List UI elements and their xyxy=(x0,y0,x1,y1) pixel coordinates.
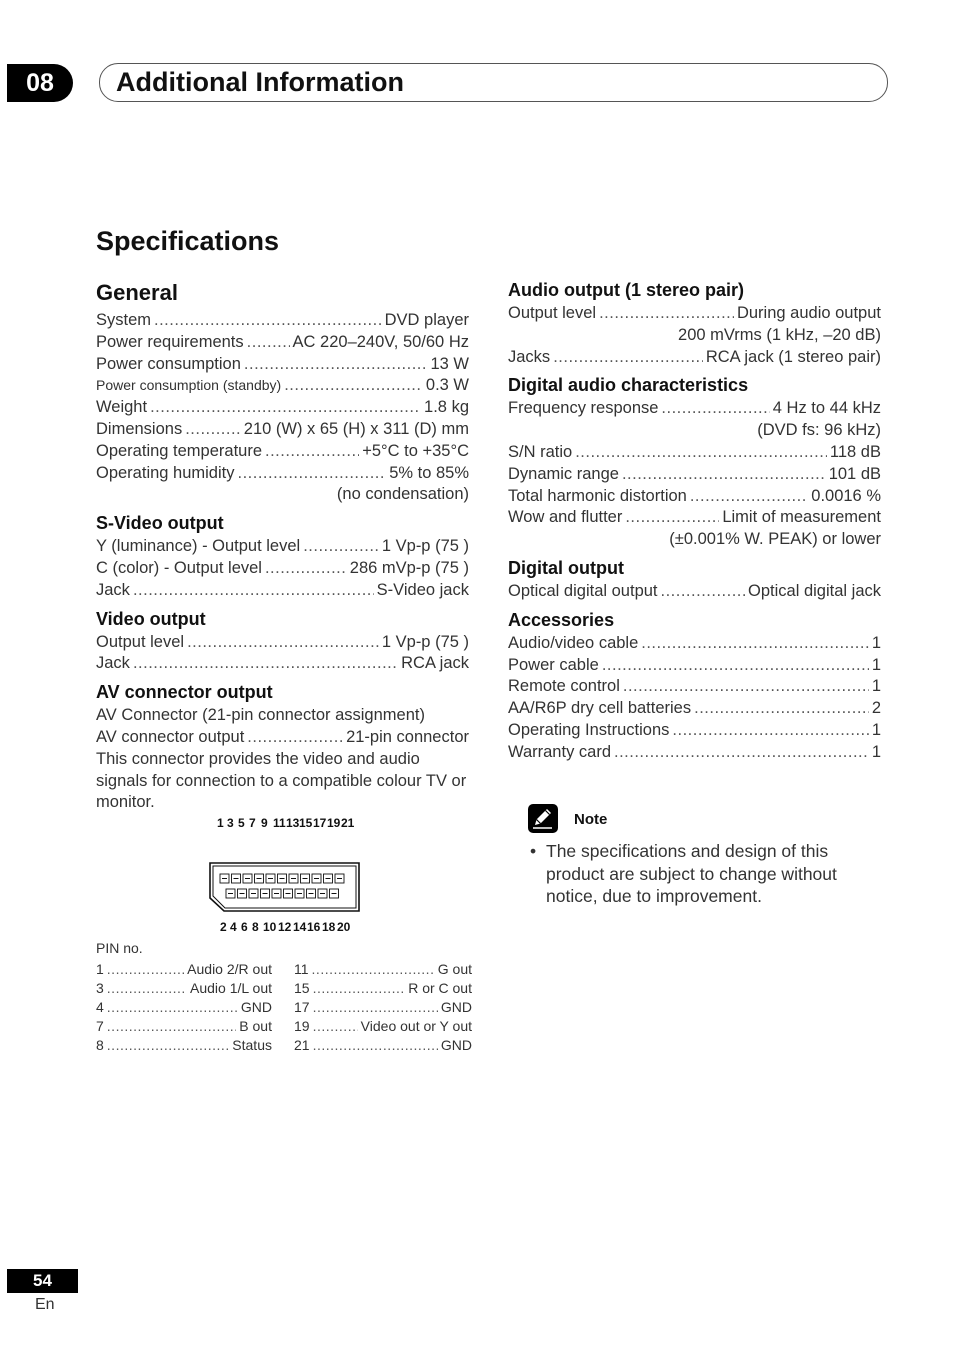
accessory-label: Operating Instructions xyxy=(508,720,670,739)
pin-signal: Status xyxy=(232,1036,272,1053)
pin-number: 17 xyxy=(294,998,310,1015)
spec-label: System xyxy=(96,311,152,329)
general-spec-list xyxy=(96,310,469,506)
accessory-label: Remote control xyxy=(508,677,620,696)
pin-number-top: 7 xyxy=(249,816,256,831)
av-connector-assignment: AV Connector (21-pin connector assignment) xyxy=(96,706,425,725)
pin-number-bottom: 20 xyxy=(337,920,351,935)
pin-number-top: 9 xyxy=(261,816,268,831)
spec-value: AC 220–240V, 50/60 Hz xyxy=(292,332,469,351)
spec-value: Limit of measurement xyxy=(722,508,881,527)
spec-label: Jacks xyxy=(508,347,551,366)
spec-label: Total harmonic distortion xyxy=(508,486,687,505)
note-text: The specifications and design of this product are subject to change without notice, due to improvement. xyxy=(546,841,837,906)
spec-continuation: 200 mVrms (1 kHz, –20 dB) xyxy=(678,325,881,344)
pin-number-top: 11 xyxy=(273,816,286,831)
pin-number-top: 17 xyxy=(313,816,327,831)
accessory-count: 1 xyxy=(871,720,881,739)
spec-continuation: (no condensation) xyxy=(336,485,469,504)
spec-label: C (color) - Output level xyxy=(96,558,262,577)
pin-number: 4 xyxy=(96,998,104,1015)
spec-value: 21-pin connector xyxy=(346,727,469,746)
spec-row xyxy=(96,354,469,376)
pin-number-bottom: 8 xyxy=(252,920,259,935)
accessory-count: 1 xyxy=(871,742,881,761)
video-heading: Video output xyxy=(96,608,206,629)
pin-number-bottom: 2 xyxy=(220,920,227,935)
svideo-heading: S-Video output xyxy=(96,513,224,534)
spec-value: 118 dB xyxy=(829,442,881,461)
page-title: Specifications xyxy=(96,226,280,256)
pin-signal: GND xyxy=(440,998,472,1015)
right-column xyxy=(508,279,881,764)
spec-label: Weight xyxy=(96,398,148,417)
spec-label: Power requirements xyxy=(96,332,244,351)
spec-row xyxy=(96,332,469,354)
pin-number-top: 19 xyxy=(327,816,341,831)
pin-signal: G out xyxy=(437,960,472,977)
pin-number-bottom: 10 xyxy=(263,920,277,935)
accessory-row xyxy=(508,633,881,655)
spec-value: During audio output xyxy=(736,304,881,322)
av-connector-heading: AV connector output xyxy=(96,682,273,703)
spec-label: Dynamic range xyxy=(508,464,619,483)
spec-label: Y (luminance) - Output level xyxy=(96,537,301,556)
page-number: 54 xyxy=(7,1269,78,1293)
spec-label: Jack xyxy=(96,654,130,673)
pin-signal: B out xyxy=(239,1017,272,1034)
accessory-label: Audio/video cable xyxy=(508,633,639,652)
spec-row xyxy=(508,486,881,508)
spec-value: RCA jack (1 stereo pair) xyxy=(705,347,881,366)
spec-row xyxy=(508,464,881,486)
spec-label: Power consumption xyxy=(96,354,241,373)
pin-row xyxy=(294,1036,472,1055)
pin-row xyxy=(294,960,472,979)
spec-row xyxy=(96,310,469,332)
left-column xyxy=(96,279,472,1055)
general-heading: General xyxy=(96,280,178,305)
pin-number-bottom: 14 xyxy=(293,920,307,935)
accessory-row xyxy=(508,698,881,720)
chapter-number: 08 xyxy=(7,64,73,102)
pin-signal: GND xyxy=(440,1036,472,1053)
pin-number-top: 21 xyxy=(341,816,355,831)
pin-number: 1 xyxy=(96,960,104,977)
spec-label: Operating humidity xyxy=(96,463,235,482)
spec-value: 210 (W) x 65 (H) x 311 (D) mm xyxy=(243,419,469,438)
accessory-count: 1 xyxy=(871,655,881,674)
pin-number-top: 3 xyxy=(227,816,234,831)
pin-number: 21 xyxy=(294,1036,310,1053)
spec-row xyxy=(508,347,881,369)
spec-value: RCA jack xyxy=(401,654,469,673)
spec-row xyxy=(508,507,881,529)
av-connector-description: This connector provides the video and audio signals for connection to a compatible colour TV or monitor. xyxy=(96,749,467,812)
accessory-row xyxy=(508,676,881,698)
pin-row xyxy=(294,998,472,1017)
accessory-count: 1 xyxy=(871,677,881,696)
pencil-note-icon xyxy=(528,804,558,833)
accessory-label: Warranty card xyxy=(508,742,611,761)
spec-row xyxy=(508,442,881,464)
spec-value: DVD player xyxy=(384,311,469,329)
pin-row xyxy=(96,998,272,1017)
pin-signal: Audio 2/R out xyxy=(187,960,272,977)
pin-number-bottom: 12 xyxy=(278,920,292,935)
spec-label: Power consumption (standby) xyxy=(96,377,282,394)
pin-row xyxy=(96,1017,272,1036)
pin-number: 15 xyxy=(294,979,310,996)
pin-number-top: 5 xyxy=(238,816,245,831)
accessory-row xyxy=(508,655,881,677)
spec-value: 1.8 kg xyxy=(424,398,469,417)
accessory-count: 1 xyxy=(871,633,881,652)
spec-label: Wow and flutter xyxy=(508,508,623,527)
spec-row xyxy=(96,375,469,397)
pin-number-bottom: 4 xyxy=(230,920,237,935)
accessory-row xyxy=(508,742,881,764)
spec-label: Dimensions xyxy=(96,419,183,438)
pin-row xyxy=(96,960,272,979)
spec-row xyxy=(508,398,881,420)
pin-number: 3 xyxy=(96,979,104,996)
spec-value: 1 Vp-p (75 ) xyxy=(381,537,469,556)
audio-output-heading: Audio output (1 stereo pair) xyxy=(508,280,744,300)
spec-row xyxy=(96,536,469,558)
pin-signal: Audio 1/L out xyxy=(190,979,272,996)
spec-row xyxy=(96,419,469,441)
digital-audio-heading: Digital audio characteristics xyxy=(508,375,749,396)
pin-row xyxy=(294,1017,472,1036)
spec-row xyxy=(96,397,469,419)
scart-connector-icon xyxy=(96,814,469,934)
pin-number-bottom: 18 xyxy=(322,920,336,935)
page-language: En xyxy=(35,1296,55,1313)
spec-value: 286 mVp-p (75 ) xyxy=(349,558,469,577)
pin-signal: R or C out xyxy=(408,979,472,996)
pin-number: 8 xyxy=(96,1036,104,1053)
spec-continuation: (±0.001% W. PEAK) or lower xyxy=(669,530,881,549)
spec-value: 5% to 85% xyxy=(389,463,469,482)
pin-row xyxy=(96,1036,272,1055)
accessory-count: 2 xyxy=(871,699,881,718)
pin-number: 11 xyxy=(294,960,309,977)
pin-number: 7 xyxy=(96,1017,104,1034)
pin-number-top: 13 xyxy=(286,816,300,831)
accessory-row xyxy=(508,720,881,742)
note-bullet: • xyxy=(530,841,537,861)
note-title: Note xyxy=(574,811,608,828)
spec-label: Optical digital output xyxy=(508,581,658,600)
pin-number-top: 1 xyxy=(217,816,224,831)
pin-assignment-table xyxy=(96,960,472,1055)
spec-continuation: (DVD fs: 96 kHz) xyxy=(757,421,881,440)
spec-value: 0.3 W xyxy=(425,376,469,395)
spec-value: 13 W xyxy=(430,354,469,373)
spec-label: S/N ratio xyxy=(508,442,573,461)
spec-value: 101 dB xyxy=(828,464,881,483)
scart-connector-diagram xyxy=(96,814,469,934)
pin-number: 19 xyxy=(294,1017,310,1034)
spec-value: +5°C to +35°C xyxy=(362,441,469,460)
spec-row xyxy=(96,558,469,580)
note-body xyxy=(528,840,888,908)
pin-row xyxy=(96,979,272,998)
pin-signal: Video out or Y out xyxy=(360,1017,472,1034)
digital-output-heading: Digital output xyxy=(508,557,624,578)
pin-number-bottom: 16 xyxy=(307,920,321,935)
spec-row xyxy=(96,463,469,485)
spec-label: Frequency response xyxy=(508,399,659,418)
accessories-heading: Accessories xyxy=(508,609,615,630)
spec-label: Output level xyxy=(508,304,597,322)
pin-number-label: PIN no. xyxy=(96,940,143,957)
spec-row xyxy=(96,653,469,675)
spec-value: Optical digital jack xyxy=(748,581,881,600)
accessory-label: Power cable xyxy=(508,655,599,674)
spec-label: Jack xyxy=(96,580,130,599)
spec-label: Output level xyxy=(96,632,185,651)
spec-row xyxy=(508,303,881,325)
pin-row xyxy=(294,979,472,998)
pin-number-bottom: 6 xyxy=(241,920,248,935)
spec-label: Operating temperature xyxy=(96,441,263,460)
spec-row xyxy=(508,581,881,603)
spec-row xyxy=(96,441,469,463)
spec-value: 4 Hz to 44 kHz xyxy=(772,399,881,418)
spec-row xyxy=(96,632,469,654)
pin-signal: GND xyxy=(240,998,272,1015)
pin-number-top: 15 xyxy=(299,816,313,831)
spec-label: AV connector output xyxy=(96,727,245,746)
spec-value: 0.0016 % xyxy=(811,486,881,505)
spec-row xyxy=(96,727,469,749)
accessory-label: AA/R6P dry cell batteries xyxy=(508,699,692,718)
spec-row xyxy=(96,580,469,602)
pin-column-left xyxy=(96,960,272,1055)
chapter-title: Additional Information xyxy=(116,67,404,97)
spec-value: 1 Vp-p (75 ) xyxy=(381,632,469,651)
pin-column-right xyxy=(294,960,472,1055)
spec-value: S-Video jack xyxy=(376,580,469,599)
